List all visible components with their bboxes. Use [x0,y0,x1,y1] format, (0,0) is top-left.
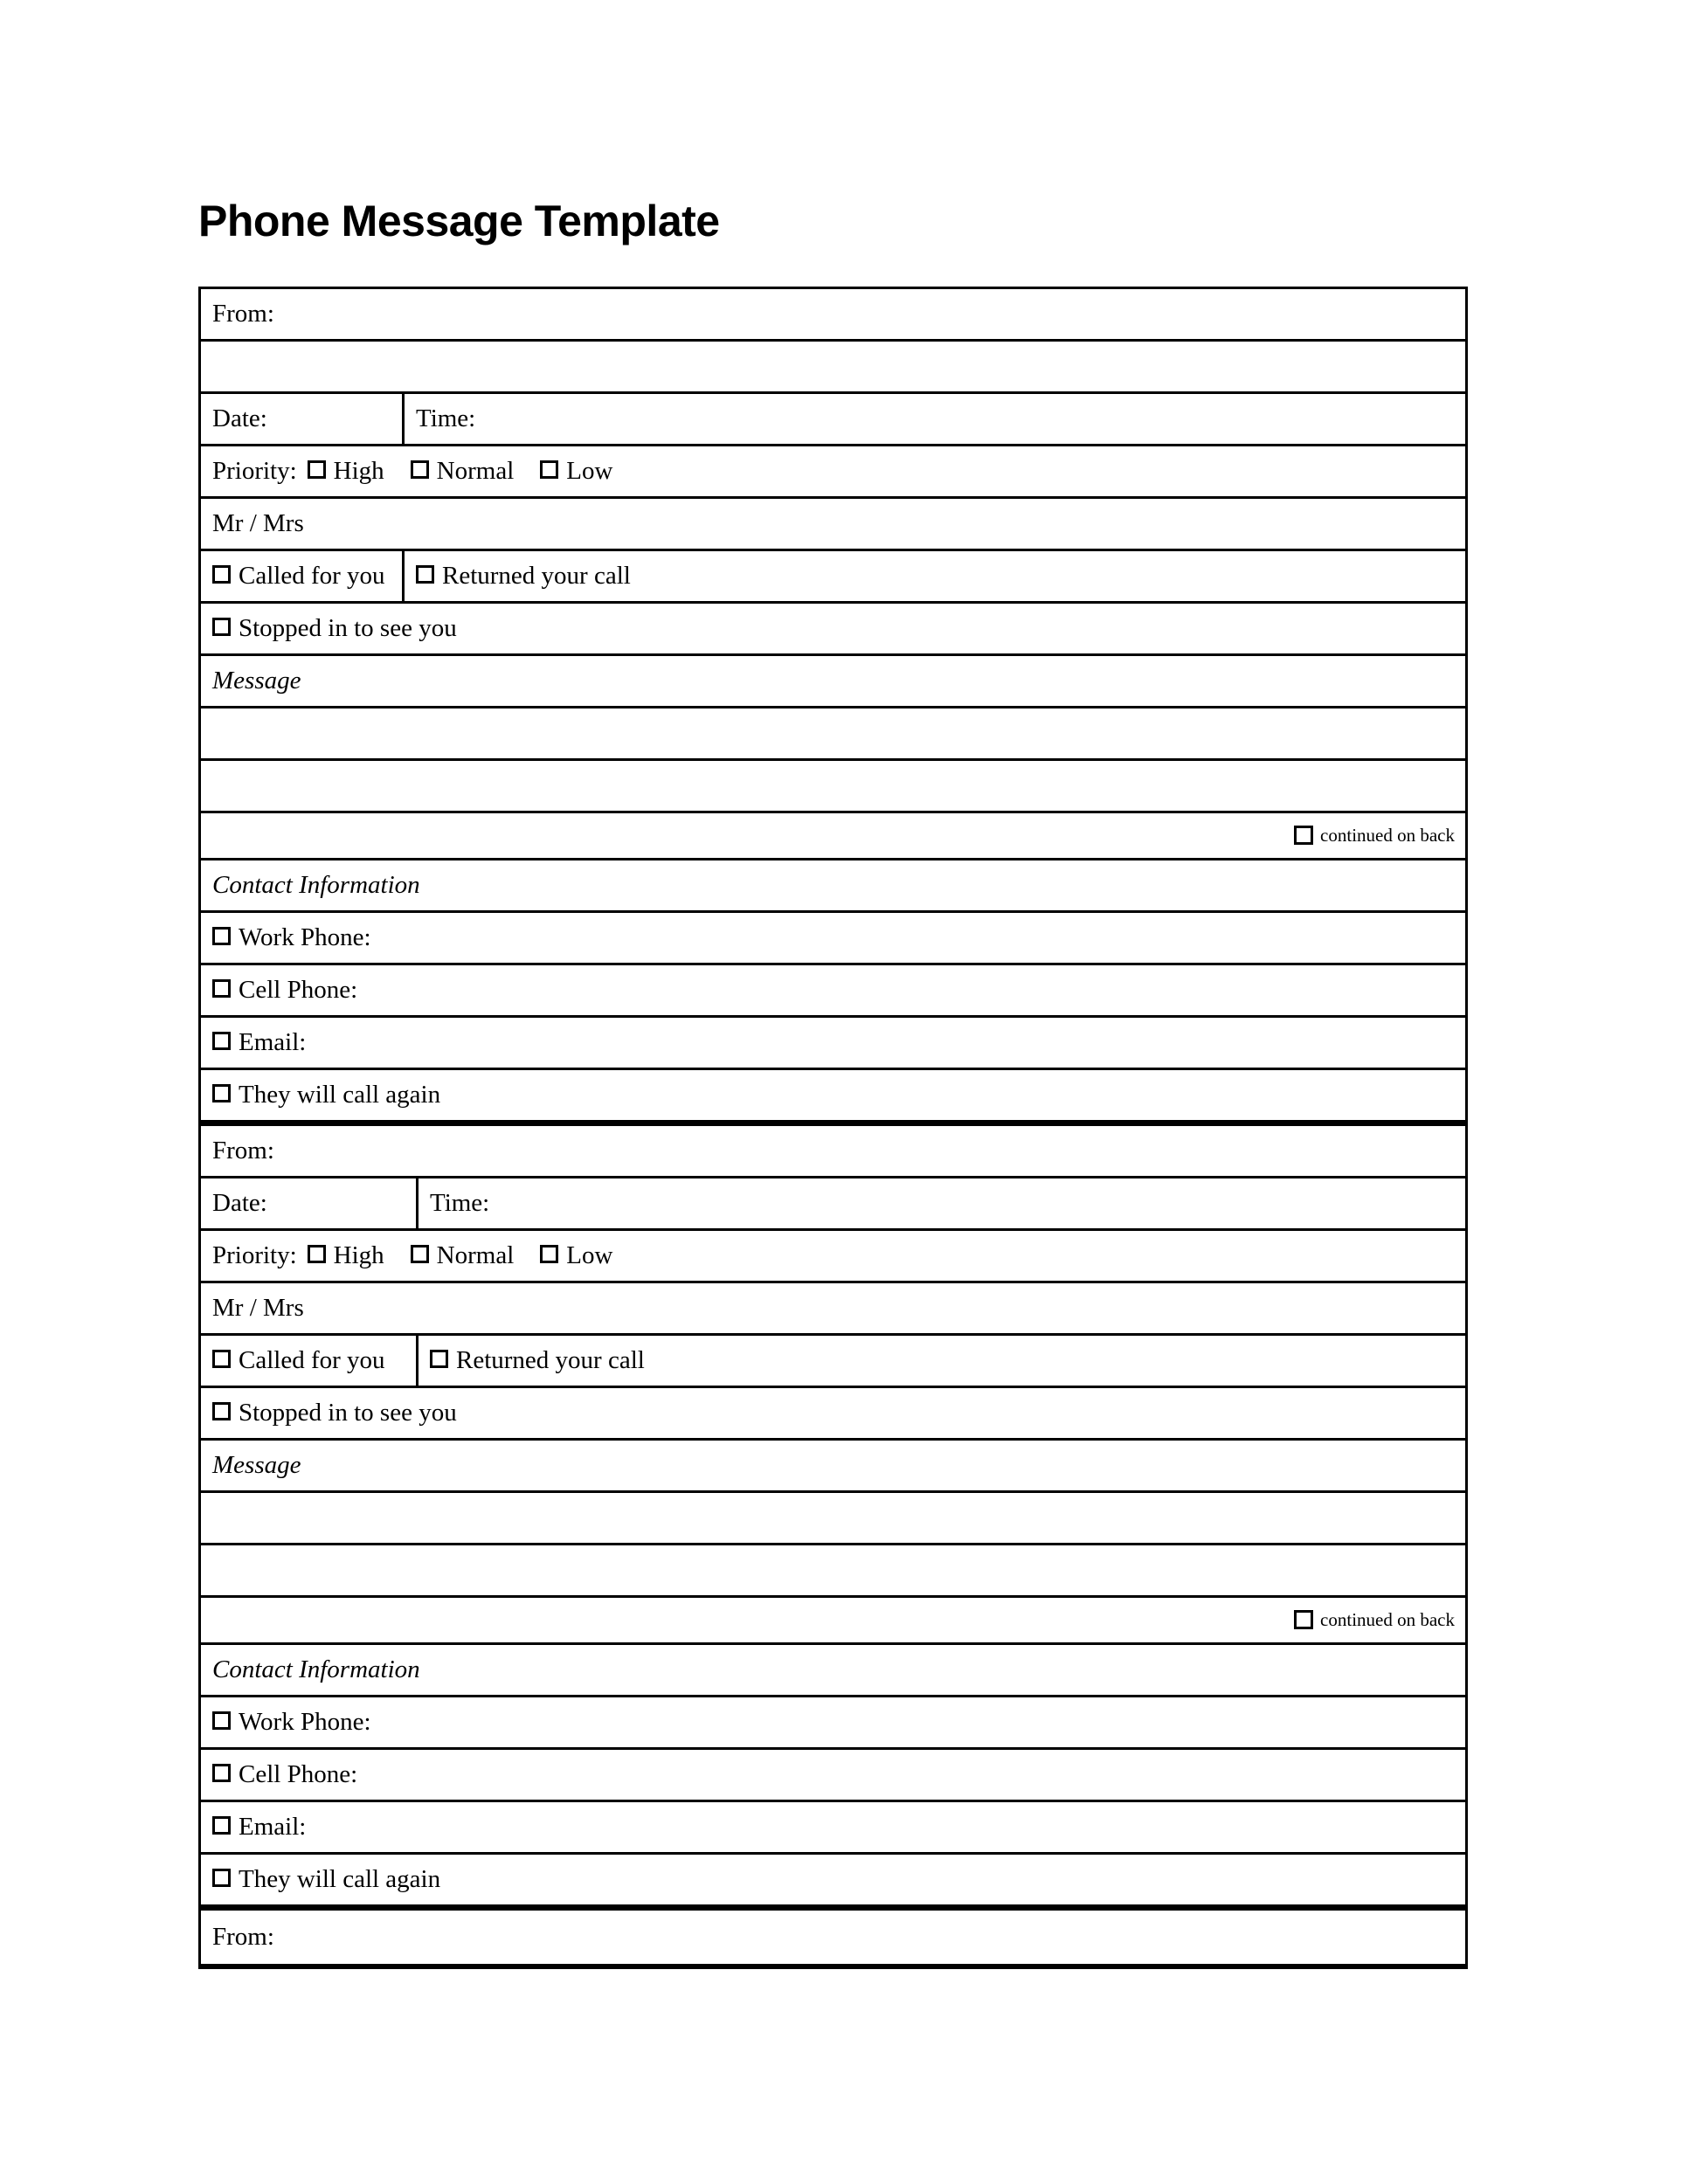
mr-mrs-label-1: Mr / Mrs [212,509,304,537]
returned-your-call-checkbox-2[interactable] [430,1350,448,1368]
priority-low-label-1: Low [566,457,613,485]
continued-on-back-label-2: continued on back [1320,1609,1455,1630]
continued-on-back-checkbox-1[interactable] [1294,826,1313,845]
date-label-1: Date: [212,404,267,432]
stopped-in-checkbox-1[interactable] [212,618,231,636]
cell-phone-row-2[interactable] [201,1750,1465,1802]
email-checkbox-2[interactable] [212,1816,231,1835]
date-cell-1[interactable] [201,394,405,444]
page-title: Phone Message Template [198,197,720,245]
priority-normal-checkbox-2[interactable] [411,1245,429,1263]
returned-your-call-label-2: Returned your call [456,1346,645,1374]
continued-row-1 [201,813,1465,860]
they-will-call-again-row-2 [201,1855,1465,1911]
contact-information-label-2: Contact Information [212,1655,420,1683]
priority-label-2: Priority: [212,1241,297,1269]
they-will-call-again-label-1: They will call again [239,1081,441,1109]
date-time-row-1 [201,394,1465,446]
email-label-2: Email: [239,1813,307,1841]
stopped-in-row-2 [201,1388,1465,1441]
called-for-you-label-1: Called for you [239,562,385,590]
mr-mrs-row-2[interactable] [201,1283,1465,1336]
returned-your-call-cell-2 [419,1336,1465,1386]
stopped-in-label-1: Stopped in to see you [239,614,457,642]
time-cell-1[interactable] [405,394,1465,444]
called-for-you-checkbox-1[interactable] [212,565,231,584]
priority-label-1: Priority: [212,457,297,485]
message-header-row-2 [201,1441,1465,1493]
message-line-1a[interactable] [201,708,1465,761]
message-line-1b[interactable] [201,761,1465,813]
stopped-in-row-1 [201,604,1465,656]
returned-your-call-cell-1 [405,551,1465,601]
message-line-2a[interactable] [201,1493,1465,1545]
priority-normal-label-1: Normal [436,457,515,485]
contact-information-row-1 [201,860,1465,913]
they-will-call-again-label-2: They will call again [239,1865,441,1893]
time-label-1: Time: [416,404,476,432]
work-phone-checkbox-2[interactable] [212,1711,231,1730]
email-row-2[interactable] [201,1802,1465,1855]
priority-high-label-2: High [333,1241,384,1269]
from-row-1[interactable] [201,289,1465,342]
stopped-in-label-2: Stopped in to see you [239,1399,457,1427]
from-label-1: From: [212,300,274,328]
from-row-3[interactable] [201,1911,1465,1964]
work-phone-checkbox-1[interactable] [212,927,231,945]
called-for-you-label-2: Called for you [239,1346,385,1374]
phone-message-form [198,287,1468,1969]
continued-on-back-label-1: continued on back [1320,825,1455,846]
work-phone-label-1: Work Phone: [239,923,371,951]
called-for-you-cell-2 [201,1336,419,1386]
message-label-2: Message [212,1451,301,1479]
they-will-call-again-checkbox-1[interactable] [212,1084,231,1102]
mr-mrs-label-2: Mr / Mrs [212,1294,304,1322]
email-checkbox-1[interactable] [212,1032,231,1050]
they-will-call-again-checkbox-2[interactable] [212,1869,231,1887]
contact-information-label-1: Contact Information [212,871,420,899]
time-cell-2[interactable] [419,1178,1465,1228]
continued-row-2 [201,1598,1465,1645]
from-fill-row-1[interactable] [201,342,1465,394]
stopped-in-checkbox-2[interactable] [212,1402,231,1420]
message-line-2b[interactable] [201,1545,1465,1598]
priority-high-checkbox-2[interactable] [308,1245,326,1263]
called-for-you-cell-1 [201,551,405,601]
returned-your-call-checkbox-1[interactable] [416,565,434,584]
message-label-1: Message [212,667,301,695]
from-row-2[interactable] [201,1126,1465,1178]
work-phone-label-2: Work Phone: [239,1708,371,1736]
returned-your-call-label-1: Returned your call [442,562,631,590]
call-type-row-2 [201,1336,1465,1388]
from-label-2: From: [212,1137,274,1165]
contact-information-row-2 [201,1645,1465,1697]
priority-low-checkbox-1[interactable] [540,460,558,479]
continued-on-back-checkbox-2[interactable] [1294,1610,1313,1629]
message-header-row-1 [201,656,1465,708]
cell-phone-checkbox-2[interactable] [212,1764,231,1782]
cell-phone-row-1[interactable] [201,965,1465,1018]
work-phone-row-2[interactable] [201,1697,1465,1750]
priority-normal-checkbox-1[interactable] [411,460,429,479]
cell-phone-label-2: Cell Phone: [239,1760,358,1788]
priority-low-label-2: Low [566,1241,613,1269]
date-label-2: Date: [212,1189,267,1217]
priority-row-2 [201,1231,1465,1283]
time-label-2: Time: [430,1189,490,1217]
priority-high-checkbox-1[interactable] [308,460,326,479]
call-type-row-1 [201,551,1465,604]
date-time-row-2 [201,1178,1465,1231]
priority-normal-label-2: Normal [436,1241,515,1269]
date-cell-2[interactable] [201,1178,419,1228]
called-for-you-checkbox-2[interactable] [212,1350,231,1368]
cell-phone-checkbox-1[interactable] [212,979,231,998]
email-label-1: Email: [239,1028,307,1056]
priority-high-label-1: High [333,457,384,485]
cell-phone-label-1: Cell Phone: [239,976,358,1004]
mr-mrs-row-1[interactable] [201,499,1465,551]
email-row-1[interactable] [201,1018,1465,1070]
from-label-3: From: [212,1923,274,1951]
priority-row-1 [201,446,1465,499]
they-will-call-again-row-1 [201,1070,1465,1126]
priority-low-checkbox-2[interactable] [540,1245,558,1263]
work-phone-row-1[interactable] [201,913,1465,965]
